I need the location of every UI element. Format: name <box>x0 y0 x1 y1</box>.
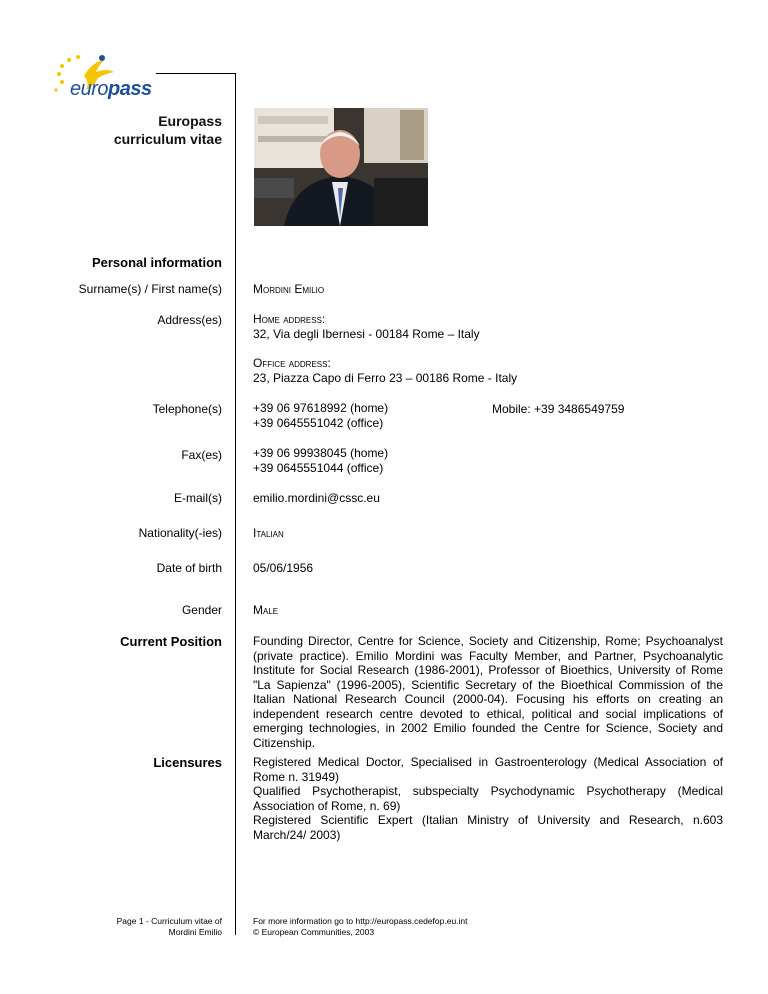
current-position-label: Current Position <box>120 634 222 649</box>
fax-office: +39 0645551044 (office) <box>253 460 384 475</box>
telephone-values <box>253 401 388 430</box>
telephone-home: +39 06 97618992 (home) <box>253 401 389 415</box>
licensure-psychotherapist: Qualified Psychotherapist, subspecialty Psychodynamic Psychotherapy (Medical Association of Rome, n. 69) <box>253 784 723 813</box>
profile-photo <box>254 108 428 226</box>
header-rule <box>156 73 236 74</box>
fax-values <box>253 446 388 475</box>
gender-value: Male <box>253 603 279 617</box>
mobile-value: Mobile: +39 3486549759 <box>492 402 625 416</box>
home-address-heading: Home address: <box>253 312 326 326</box>
fax-home: +39 06 99938045 (home) <box>253 446 389 460</box>
surname-label: Surname(s) / First name(s) <box>78 282 222 296</box>
office-address-block <box>253 356 517 385</box>
fax-label: Fax(es) <box>181 448 222 462</box>
footer-copyright: For more information go to http://europass.cedefop.eu.int © European Communities, 2003 <box>253 916 468 937</box>
nationality-label: Nationality(-ies) <box>138 526 222 540</box>
address-label: Address(es) <box>157 313 222 327</box>
office-address-value: 23, Piazza Capo di Ferro 23 – 00186 Rome - Italy <box>253 370 518 385</box>
office-address-heading: Office address: <box>253 356 331 370</box>
europass-logo <box>48 52 168 104</box>
column-divider <box>235 73 236 935</box>
licensure-medical: Registered Medical Doctor, Specialised in Gastroenterology (Medical Association of Rome n. 31949) <box>253 755 723 784</box>
dob-value: 05/06/1956 <box>253 561 314 575</box>
home-address-block <box>253 312 480 341</box>
dob-label: Date of birth <box>156 561 222 575</box>
gender-label: Gender <box>181 603 222 617</box>
document-title: Europass curriculum vitae <box>113 113 222 147</box>
current-position-text: Founding Director, Centre for Science, Society and Citizenship, Rome; Psychoanalyst (private practice). Emilio Mordini was Faculty Member, and Partner, Psychoanalytic Institute for Social Research (1986-2001), Professor of Bioethics, University of Rome "La Sapienza" (1996-2005), Scientific Secretary of the Bioethical Commission of the Italian National Research Council (2000-04). Focusing his efforts on creating an independent research centre devoted to ethical, political and social implications of emerging technologies, in 2002 Emilio founded the Centre for Science, Society and Citizenship. <box>253 634 723 750</box>
home-address-value: 32, Via degli Ibernesi - 00184 Rome – Italy <box>253 326 480 341</box>
email-value[interactable]: emilio.mordini@cssc.eu <box>253 491 380 505</box>
licensures-label: Licensures <box>153 755 222 770</box>
surname-value: Mordini Emilio <box>253 282 325 296</box>
email-label: E-mail(s) <box>174 491 222 505</box>
nationality-value: Italian <box>253 526 284 540</box>
licensure-scientific-expert: Registered Scientific Expert (Italian Ministry of University and Research, n.603 March/24/ 2003) <box>253 813 723 842</box>
footer-page-info: Page 1 - Curriculum vitae of Mordini Emilio <box>116 916 222 937</box>
footer-info-link[interactable]: For more information go to http://europass.cedefop.eu.int <box>253 916 468 926</box>
telephone-office: +39 0645551042 (office) <box>253 415 384 430</box>
personal-info-heading: Personal information <box>91 255 222 270</box>
licensures-text <box>253 755 723 842</box>
europass-wordmark: europass <box>70 78 152 100</box>
telephone-label: Telephone(s) <box>152 402 222 416</box>
